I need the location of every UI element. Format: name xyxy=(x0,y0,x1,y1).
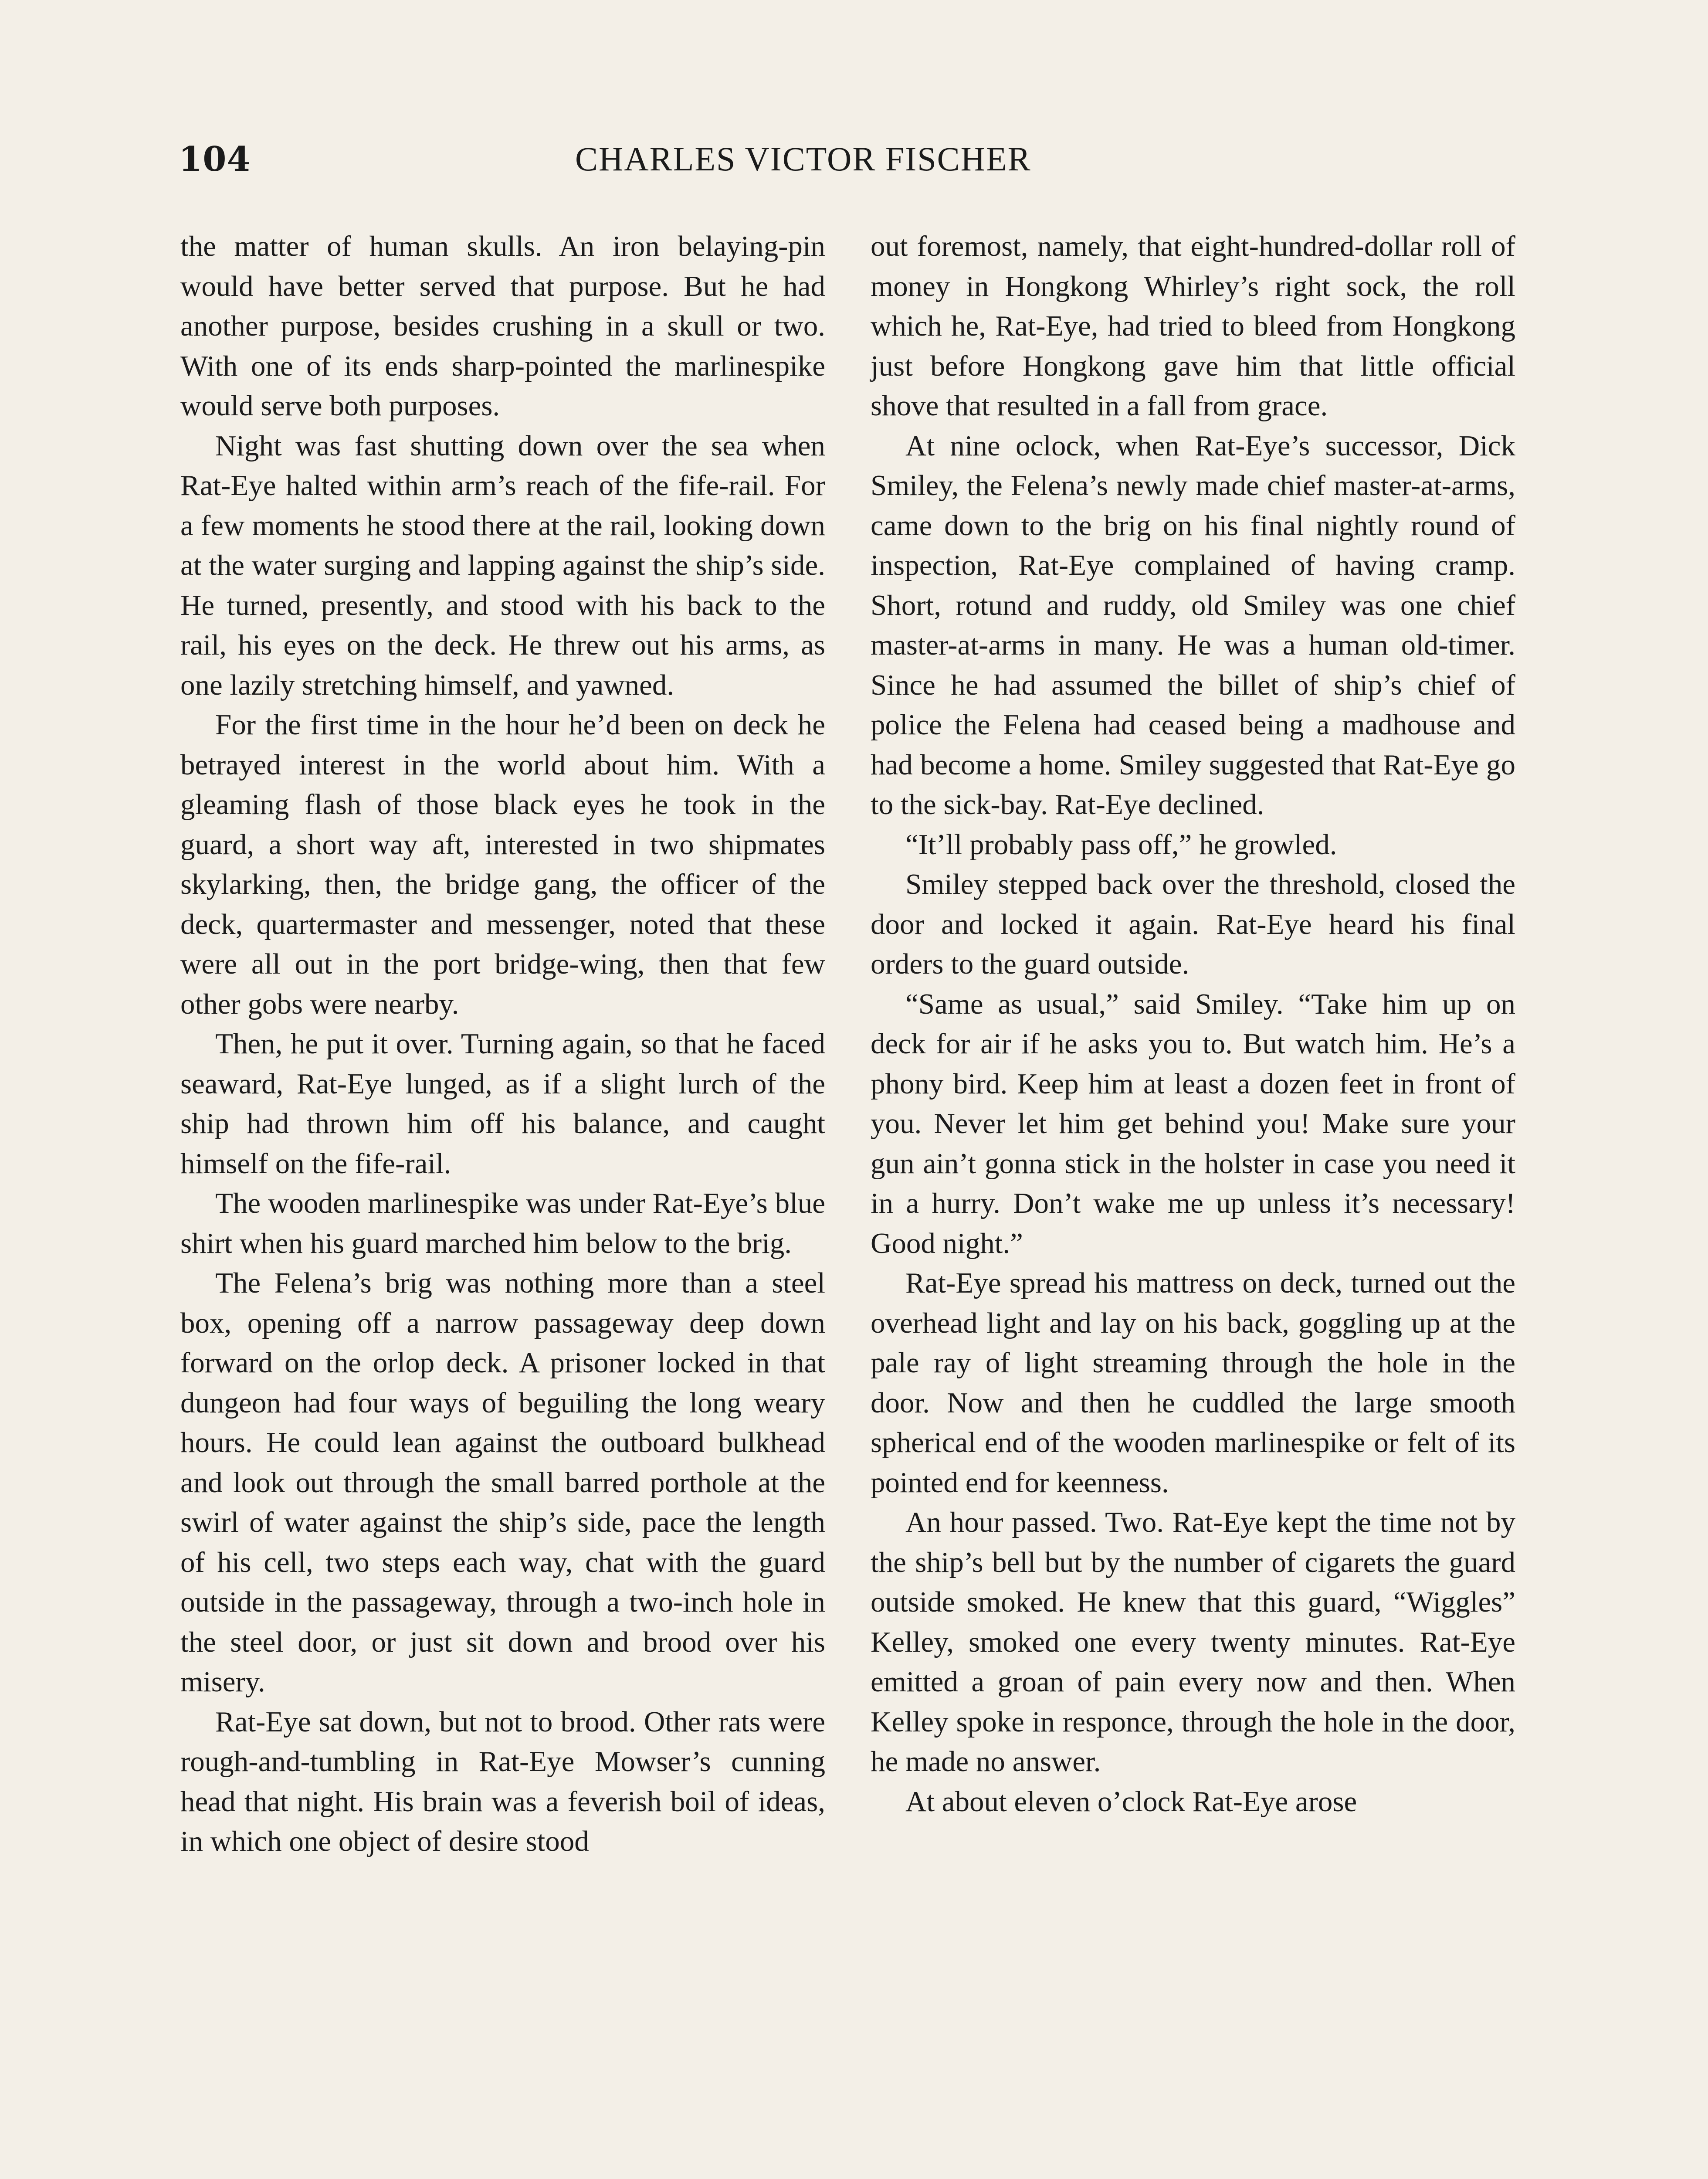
running-head: CHARLES VICTOR FISCHER xyxy=(575,140,1031,178)
left-column xyxy=(180,227,825,1862)
paragraph: The Felena’s brig was nothing more than a steel box, opening off a narrow passageway deep down forward on the orlop deck. A prisoner locked in that dungeon had four ways of beguiling the long weary hours. He could lean against the outboard bulkhead and look out through the small barred porthole at the swirl of water against the ship’s side, pace the length of his cell, two steps each way, chat with the guard outside in the passageway, through a two-inch hole in the steel door, or just sit down and brood over his misery. xyxy=(180,1267,825,1698)
paragraph: “Same as usual,” said Smiley. “Take him up on deck for air if he asks you to. But watch him. He’s a phony bird. Keep him at least a dozen feet in front of you. Never let him get behind you! Make sure your gun ain’t gonna stick in the holster in case you need it in a hurry. Don’t wake me up unless it’s necessary! Good night.” xyxy=(871,988,1515,1259)
right-column xyxy=(871,227,1515,1822)
paragraph: The wooden marlinespike was under Rat-Eye’s blue shirt when his guard marched him below to the brig. xyxy=(180,1187,825,1259)
paragraph: Smiley stepped back over the threshold, closed the door and locked it again. Rat-Eye heard his final orders to the guard outside. xyxy=(871,868,1515,980)
paragraph: Rat-Eye sat down, but not to brood. Other rats were rough-and-tumbling in Rat-Eye Mowser’s cunning head that night. His brain was a feverish boil of ideas, in which one object of desire stood xyxy=(180,1705,825,1857)
paragraph: At nine oclock, when Rat-Eye’s successor, Dick Smiley, the Felena’s newly made chief master-at-arms, came down to the brig on his final nightly round of inspection, Rat-Eye complained of having cramp. Short, rotund and ruddy, old Smiley was one chief master-at-arms in many. He was a human old-timer. Since he had assumed the billet of ship’s chief of police the Felena had ceased being a madhouse and had become a home. Smiley suggested that Rat-Eye go to the sick-bay. Rat-Eye declined. xyxy=(871,429,1515,821)
paragraph: Rat-Eye spread his mattress on deck, turned out the overhead light and lay on his back, goggling up at the pale ray of light streaming through the hole in the door. Now and then he cuddled the large smooth spherical end of the wooden marlinespike or felt of its pointed end for keenness. xyxy=(871,1267,1515,1499)
page-header xyxy=(0,131,1708,192)
paragraph: For the first time in the hour he’d been on deck he betrayed interest in the world about him. With a gleaming flash of those black eyes he took in the guard, a short way aft, interested in two shipmates skylarking, then, the bridge gang, the officer of the deck, quartermaster and messenger, noted that these were all out in the port bridge-wing, then that few other gobs were nearby. xyxy=(180,709,825,1020)
paragraph: An hour passed. Two. Rat-Eye kept the time not by the ship’s bell but by the number of cigarets the guard outside smoked. He knew that this guard, “Wiggles” Kelley, smoked one every twenty minutes. Rat-Eye emitted a groan of pain every now and then. When Kelley spoke in responce, through the hole in the door, he made no answer. xyxy=(871,1506,1515,1778)
paragraph: Night was fast shutting down over the sea when Rat-Eye halted within arm’s reach of the fife-rail. For a few moments he stood there at the rail, looking down at the water surging and lapping against the ship’s side. He turned, presently, and stood with his back to the rail, his eyes on the deck. He threw out his arms, as one lazily stretching himself, and yawned. xyxy=(180,429,825,701)
paragraph: “It’ll probably pass off,” he growled. xyxy=(905,828,1337,861)
paragraph: At about eleven o’clock Rat-Eye arose xyxy=(905,1785,1357,1818)
paragraph: Then, he put it over. Turning again, so that he faced seaward, Rat-Eye lunged, as if a slight lurch of the ship had thrown him off his balance, and caught himself on the fife-rail. xyxy=(180,1028,825,1180)
paragraph: the matter of human skulls. An iron belaying-pin would have better served that purpose. But he had another purpose, besides crushing in a skull or two. With one of its ends sharp-pointed the marlinespike would serve both purposes. xyxy=(180,230,825,422)
paragraph: out foremost, namely, that eight-hundred-dollar roll of money in Hongkong Whirley’s right sock, the roll which he, Rat-Eye, had tried to bleed from Hongkong just before Hongkong gave him that little official shove that resulted in a fall from grace. xyxy=(871,230,1515,422)
page-number: 104 xyxy=(179,139,251,179)
